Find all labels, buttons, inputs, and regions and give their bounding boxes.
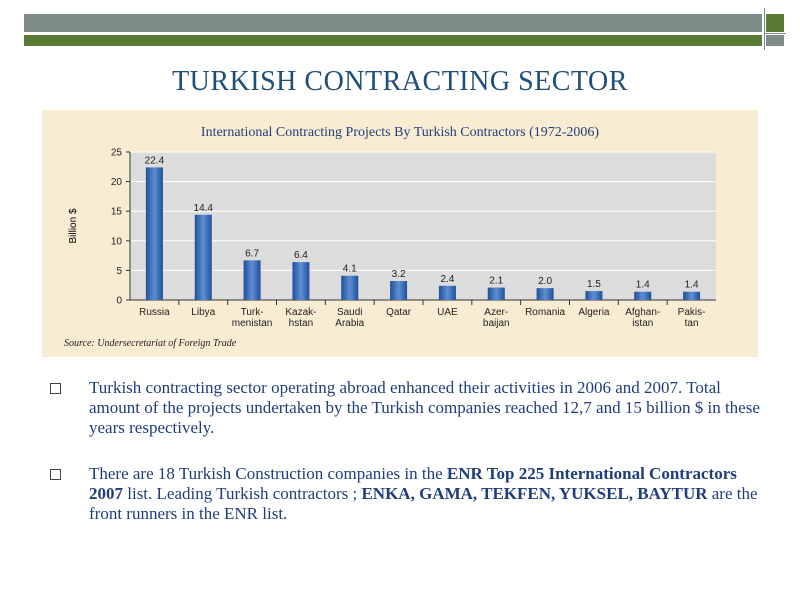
x-tick-label: Azer-	[484, 307, 509, 318]
bullet-item	[50, 464, 760, 524]
bar-value-label: 2.0	[538, 276, 553, 288]
y-tick-label: 15	[110, 206, 122, 218]
header-grey-band	[24, 14, 762, 32]
bar-value-label: 1.4	[635, 279, 650, 291]
plot-area	[130, 152, 716, 300]
bullet-text	[89, 378, 760, 438]
chart-panel	[42, 110, 758, 357]
bar-value-label: 6.4	[293, 250, 308, 262]
y-tick-label: 0	[116, 295, 122, 307]
y-tick-label: 25	[110, 147, 122, 159]
bullet-text-segment: are the front runners in the ENR list.	[89, 484, 758, 523]
bar	[683, 292, 700, 300]
chart-source: Source: Undersecretariat of Foreign Trade	[64, 338, 237, 349]
bar	[390, 281, 407, 300]
bullet-text	[89, 464, 760, 524]
bar-value-label: 2.1	[489, 275, 504, 287]
chart-title: International Contracting Projects By Turkish Contractors (1972-2006)	[200, 125, 600, 140]
bar-value-label: 2.4	[440, 273, 455, 285]
x-tick-label: Russia	[139, 307, 170, 318]
bullet-text-segment: There are 18 Turkish Construction companies in the	[89, 464, 447, 483]
square-bullet-icon	[50, 469, 61, 480]
header-corner-square-bottom	[766, 35, 784, 46]
bullet-item	[50, 378, 760, 438]
x-tick-label: Pakis-	[677, 307, 706, 318]
x-tick-label: Qatar	[386, 307, 412, 318]
bar	[341, 276, 358, 300]
square-bullet-icon	[50, 383, 61, 394]
bar	[439, 286, 456, 300]
x-tick-label: Libya	[191, 307, 216, 318]
header-corner-square-top	[766, 14, 784, 32]
bar-value-label: 4.1	[342, 263, 357, 275]
slide-title: TURKISH CONTRACTING SECTOR	[172, 66, 628, 97]
x-tick-label: Arabia	[335, 318, 365, 329]
bar-value-label: 22.4	[144, 155, 165, 167]
bullet-text-segment: list. Leading Turkish contractors ;	[123, 484, 362, 503]
bar-value-label: 3.2	[391, 269, 406, 281]
y-axis-label: Billion $	[68, 208, 79, 244]
x-tick-label: Romania	[525, 307, 566, 318]
bar-value-label: 1.4	[684, 279, 699, 291]
bar-chart	[42, 110, 758, 357]
x-tick-label: Turk-	[240, 307, 264, 318]
y-tick-label: 10	[110, 236, 122, 248]
x-tick-label: Algeria	[578, 307, 610, 318]
bar-value-label: 1.5	[586, 279, 601, 291]
header-divider-vertical	[764, 8, 765, 50]
x-tick-label: Saudi	[336, 307, 363, 318]
bar	[195, 215, 212, 300]
x-tick-label: baijan	[482, 318, 510, 329]
x-tick-label: istan	[632, 318, 654, 329]
x-tick-label: Afghan-	[625, 307, 661, 318]
bullet-bold-text: ENR Top 225 International Contractors 2007	[89, 464, 737, 503]
y-tick-label: 5	[116, 265, 122, 277]
bar	[146, 167, 163, 300]
bullet-text-segment: Turkish contracting sector operating abroad enhanced their activities in 2006 and 2007. Total amount of the projects undertaken by the Turkish companies reached 12,7 and 15 billion $ in these years respectively.	[89, 378, 760, 437]
bar	[244, 260, 261, 300]
bullet-bold-text: ENKA, GAMA, TEKFEN, YUKSEL, BAYTUR	[361, 484, 708, 503]
x-tick-label: UAE	[437, 307, 458, 318]
x-tick-label: hstan	[288, 318, 314, 329]
header-green-band	[24, 35, 762, 46]
x-tick-label: menistan	[231, 318, 273, 329]
bar	[292, 262, 309, 300]
y-tick-label: 20	[110, 177, 122, 189]
x-tick-label: tan	[684, 318, 699, 329]
bar-value-label: 6.7	[245, 248, 260, 260]
header-divider-horizontal	[764, 33, 786, 34]
bar	[585, 291, 602, 300]
x-tick-label: Kazak-	[285, 307, 317, 318]
bar	[634, 292, 651, 300]
bar	[488, 288, 505, 300]
bar	[537, 288, 554, 300]
bar-value-label: 14.4	[193, 202, 213, 214]
